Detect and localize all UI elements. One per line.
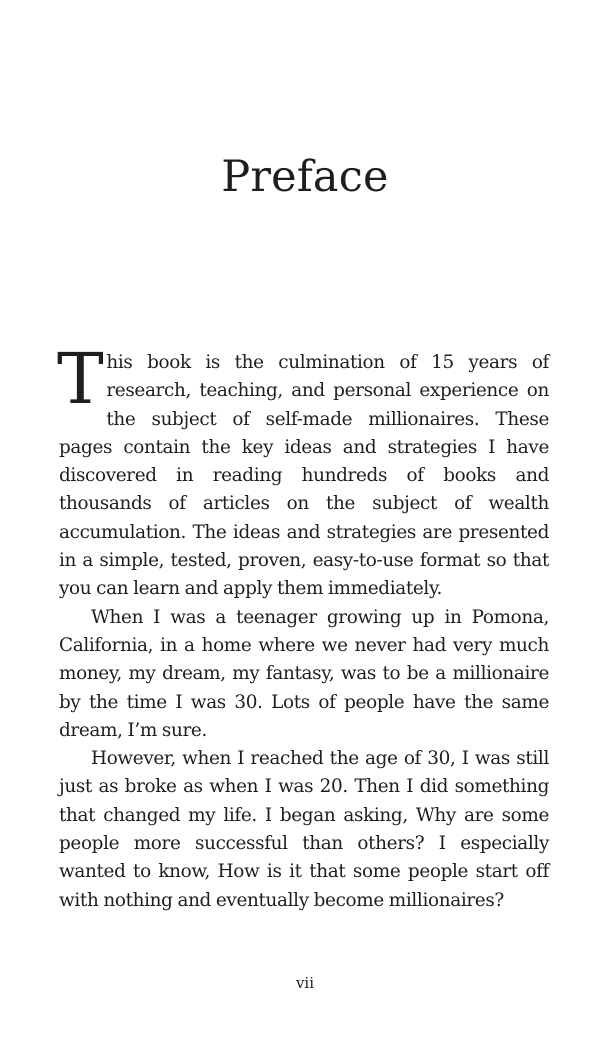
paragraph-1 [57,338,549,604]
chapter-title: Preface [221,152,389,202]
paragraph-1-text: his book is the culmination of 15 years of research, teaching, and personal experience on the subject of self-made millionaires. These pages contain the key ideas and strategies I have discovered in reading hundreds of books and thousands of articles on the subject of wealth accumulation. The ideas and strategies are presented in a simple, tested, proven, easy-to-use format so that you can learn and apply them immediately. [59,352,549,600]
paragraph-3: However, when I reached the age of 30, I was still just as broke as when I was 20. Then I did something that changed my life. I began asking, Why are some people more successful than others? I especially wanted to know, How is it that some people start off with nothing and eventually become millionaires? [59,748,549,911]
paragraph-2: When I was a teenager growing up in Pomona, California, in a home where we never had very much money, my dream, my fantasy, was to be a millionaire by the time I was 30. Lots of people have the same dream, I’m sure. [59,606,549,741]
drop-cap-letter: T [57,338,104,420]
preface-body [57,338,549,915]
page-number: vii [295,974,315,992]
